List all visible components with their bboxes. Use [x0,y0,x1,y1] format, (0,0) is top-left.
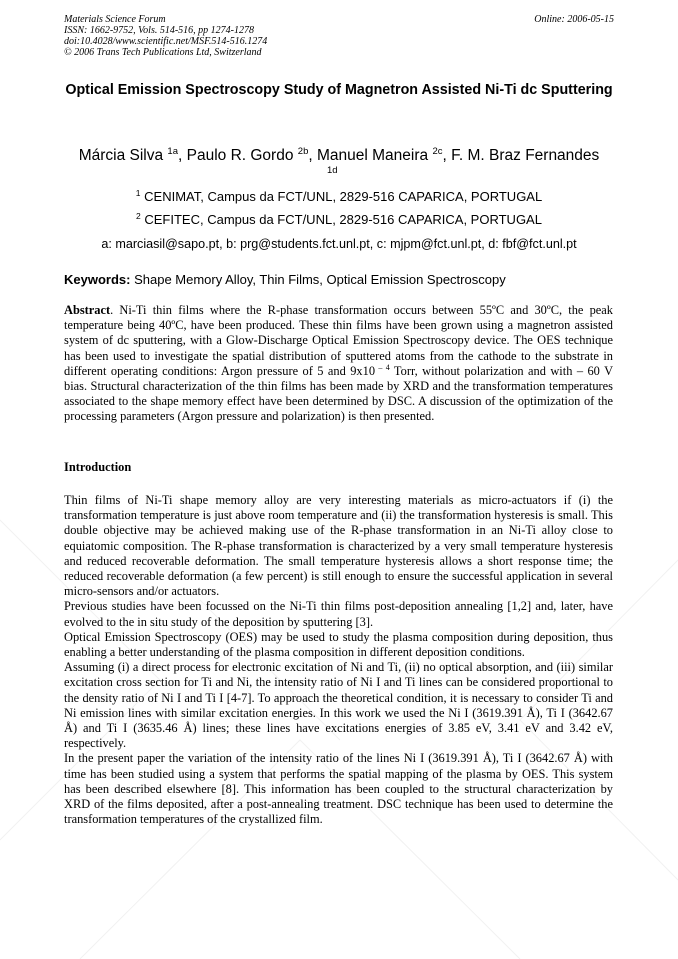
affiliation-text: CEFITEC, Campus da FCT/UNL, 2829-516 CAPARICA, PORTUGAL [144,212,542,227]
author-name: F. M. Braz Fernandes [451,147,600,164]
journal-name: Materials Science Forum [64,14,166,25]
author-affiliation-mark: 2c [432,146,443,157]
author-name: Manuel Maneira [316,147,429,164]
doi-line: doi:10.4028/www.scientific.net/MSF.514-516.1274 [64,36,268,47]
author-affiliation-mark: 1a [167,146,178,157]
issn-line: ISSN: 1662-9752, Vols. 514-516, pp 1274-1278 [64,25,254,36]
paper-title: Optical Emission Spectroscopy Study of Magnetron Assisted Ni-Ti dc Sputtering [65,82,613,98]
introduction-body [64,493,613,827]
affiliation-2 [40,212,638,228]
affiliation-1 [40,189,638,205]
author-name: Paulo R. Gordo [186,147,294,164]
paragraph: Thin films of Ni-Ti shape memory alloy are very interesting materials as micro-actuators if (i) the transformation temperature is just above room temperature and (ii) the transformation hysteresis is small. This double objective may be achieved making use of the R-phase transformation in an Ni-Ti alloy close to equiatomic composition. The R-phase transformation is characterized by a very small temperature hysteresis and reduced recoverable deformation. The small temperature hysteresis allows a short response time; the reduced recoverable deformation (a few percent) is still enough to ensure the successful application in several micro-sensors and/or actuators. [64,493,613,599]
author-affiliation-mark: 1d [327,165,338,176]
abstract-text: Torr, without polarization and with – 60 V bias. Structural characterization of the thin films has been made by XRD and the transformation temperatures associated to the shape memory effect have been determined by DSC. A discussion of the optimization of the processing parameters (Argon pressure and polarization) is then presented. [64,363,614,424]
paragraph: In the present paper the variation of the intensity ratio of the lines Ni I (3619.391 Å), Ti I (3642.67 Å) with time has been studied using a system that performs the spatial mapping of the plasma by OES. This system has been described elsewhere [8]. This information has been coupled to the structural characterization by XRD of the films deposited, after a post-annealing treatment. DSC technique has been used to determine the transformation temperatures of the crystallized film. [64,751,613,827]
journal-header [64,14,267,58]
section-heading: Introduction [64,460,132,474]
abstract-text: . Ni-Ti thin films where the R-phase transformation occurs between 55ºC and 30ºC, the peak temperature being 40ºC, have been produced. These thin films have been grown using a magnetron assisted system of dc sputtering, with a Glow-Discharge Optical Emission Spectroscopy device. The OES technique has been used to investigate the spatial distribution of sputtered atoms from the cathode to the substrate in different operating conditions: Argon pressure of 5 and 9x10 [64,303,613,378]
author-name: Márcia Silva [78,147,164,164]
paragraph: Assuming (i) a direct process for electronic excitation of Ni and Ti, (ii) no optical absorption, and (iii) similar excitation cross section for Ti and Ni, the intensity ratio of Ni I and Ti lines can be considered proportional to the density ratio of Ni I and Ti I [4-7]. To approach the theoretical condition, it is necessary to consider Ti and Ni emission lines with similar excitation energies. In this work we used the Ni I (3619.391 Å), Ti I (3642.67 Å) and Ti I (3635.46 Å) lines; these lines have excitations energies of 3.85 eV, 3.41 eV and 3.42 eV, respectively. [64,660,613,751]
affiliation-number: 2 [136,211,141,221]
author-list: Márcia Silva $^{1a}$, Paulo R. Gordo $^{2b}$, Manuel Maneira $^{2c}$, F. M. Braz Fernandes [78,146,600,164]
abstract-label: Abstract [64,303,111,317]
keywords-label: Keywords: [64,272,131,287]
paragraph: Previous studies have been focussed on the Ni-Ti thin films post-deposition annealing [1,2] and, later, have evolved to the in situ study of the deposition by sputtering [3]. [64,599,613,629]
exponent: – 4 [375,362,390,372]
affiliation-number: 1 [135,188,141,198]
abstract [64,303,613,425]
online-date: Online: 2006-05-15 [534,14,614,25]
affiliation-text: CENIMAT, Campus da FCT/UNL, 2829-516 CAPARICA, PORTUGAL [144,189,543,204]
author-affiliation-mark: 2b [297,146,309,157]
keywords-text: Shape Memory Alloy, Thin Films, Optical Emission Spectroscopy [134,272,506,287]
paragraph: Optical Emission Spectroscopy (OES) may be used to study the plasma composition during deposition, thus enabling a better understanding of the plasma composition in different deposition conditions. [64,629,613,660]
keywords [64,272,506,287]
author-emails: a: marciasil@sapo.pt, b: prg@students.fct.unl.pt, c: mjpm@fct.unl.pt, d: fbf@fct.unl.pt [101,237,577,251]
copyright-line: © 2006 Trans Tech Publications Ltd, Switzerland [64,47,262,58]
